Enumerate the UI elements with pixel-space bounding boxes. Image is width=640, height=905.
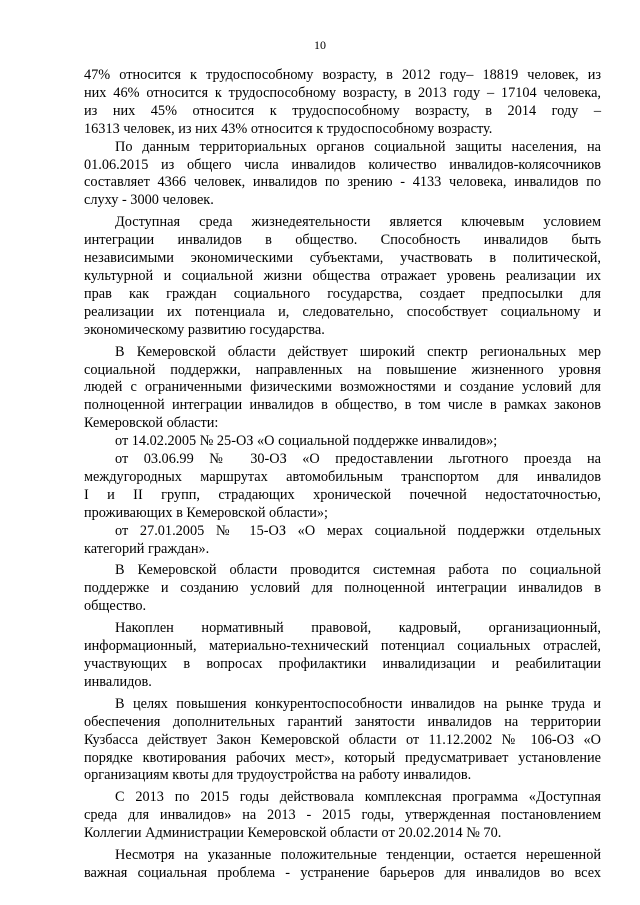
text-line: них 46% относится к трудоспособному возрасту, в 2013 году – 17104 человека, bbox=[84, 84, 601, 101]
paragraph-regional-support bbox=[84, 344, 601, 434]
text-line: реализации их потенциала и, следовательно, способствует социальному и bbox=[84, 303, 601, 320]
document-body bbox=[84, 67, 601, 883]
text-line: независимыми экономическими субъектами, участвовать в политической, bbox=[84, 250, 601, 267]
text-line: важная социальная проблема - устранение барьеров для инвалидов во всех bbox=[84, 864, 601, 881]
text-line: По данным территориальных органов социальной защиты населения, на bbox=[115, 138, 601, 155]
text-line: Кузбасса действует Закон Кемеровской области от 11.12.2002 № 106-ОЗ «О bbox=[84, 731, 601, 748]
text-line: информационный, материально-технический потенциал социальных отраслей, bbox=[84, 638, 601, 655]
text-line: В Кемеровской области действует широкий спектр региональных мер bbox=[115, 343, 601, 360]
paragraph-employment-quota bbox=[84, 696, 601, 786]
paragraph-law-30-oz bbox=[84, 451, 601, 523]
text-line: категорий граждан». bbox=[84, 540, 210, 557]
paragraph-disability-categories bbox=[84, 139, 601, 211]
text-line: Кемеровской области: bbox=[84, 415, 219, 432]
text-line: 01.06.2015 из общего числа инвалидов количество инвалидов-колясочников bbox=[84, 156, 601, 173]
text-line: В Кемеровской области проводится системная работа по социальной bbox=[115, 562, 601, 579]
text-line: С 2013 по 2015 годы действовала комплексная программа «Доступная bbox=[115, 789, 601, 806]
text-line: 16313 человек, из них 43% относится к трудоспособному возрасту. bbox=[84, 120, 493, 137]
text-line: составляет 4366 человек, инвалидов по зрению - 4133 человека, инвалидов по bbox=[84, 174, 601, 191]
text-line: участвующих в вопросах профилактики инвалидизации и реабилитации bbox=[84, 656, 601, 672]
text-line: Коллегии Администрации Кемеровской области от 20.02.2014 № 70. bbox=[84, 825, 502, 842]
paragraph-accessible-environment bbox=[84, 214, 601, 339]
text-line: Накоплен нормативный правовой, кадровый, организационный, bbox=[115, 620, 601, 637]
text-line: инвалидов. bbox=[84, 673, 152, 690]
text-line: людей с ограниченными физическими возможностями и создание условий для bbox=[84, 379, 601, 396]
text-line: порядке квотирования рабочих мест», который предусматривает установление bbox=[84, 749, 601, 766]
text-line: прав как граждан социального государства, создает предпосылки для bbox=[84, 285, 601, 302]
paragraph-law-25-oz bbox=[84, 433, 601, 451]
text-line: слуху - 3000 человек. bbox=[84, 192, 214, 209]
text-line: поддержке и созданию условий для полноценной интеграции инвалидов в bbox=[84, 580, 601, 597]
page-number: 10 bbox=[314, 38, 326, 52]
text-line: социальной поддержки, направленных на повышение жизненного уровня bbox=[84, 361, 601, 378]
paragraph-law-15-oz bbox=[84, 523, 601, 559]
text-line: от 03.06.99 № 30-ОЗ «О предоставлении льготного проезда на bbox=[115, 451, 601, 468]
paragraph-statistics-continued bbox=[84, 67, 601, 139]
text-line: I и II групп, страдающих хронической почечной недостаточностью, bbox=[84, 486, 601, 503]
text-line: Несмотря на указанные положительные тенденции, остается нерешенной bbox=[115, 847, 601, 864]
text-line: от 27.01.2005 № 15-ОЗ «О мерах социальной поддержки отдельных bbox=[115, 522, 601, 539]
text-line: культурной и социальной жизни общества отражает уровень реализации их bbox=[84, 267, 601, 284]
text-line: Доступная среда жизнедеятельности является ключевым условием bbox=[115, 214, 601, 231]
text-line: обеспечения дополнительных гарантий занятости инвалидов на территории bbox=[84, 713, 601, 730]
text-line: полноценной интеграции инвалидов в общество, в том числе в рамках законов bbox=[84, 397, 601, 414]
paragraph-accumulated-potential bbox=[84, 620, 601, 692]
text-line: от 14.02.2005 № 25-ОЗ «О социальной поддержке инвалидов»; bbox=[115, 433, 498, 450]
text-line: междугородных маршрутах автомобильным транспортом для инвалидов bbox=[84, 468, 601, 485]
text-line: 47% относится к трудоспособному возрасту, в 2012 году– 18819 человек, из bbox=[84, 67, 601, 83]
paragraph-remaining-problem bbox=[84, 847, 601, 883]
text-line: интеграции инвалидов в общество. Способность инвалидов быть bbox=[84, 232, 601, 249]
text-line: В целях повышения конкурентоспособности инвалидов на рынке труда и bbox=[115, 695, 601, 712]
text-line: проживающих в Кемеровской области»; bbox=[84, 504, 328, 521]
text-line: из них 45% относится к трудоспособному возрасту, в 2014 году – bbox=[84, 102, 601, 119]
text-line: организациям квоты для трудоустройства на работу инвалидов. bbox=[84, 767, 472, 784]
text-line: среда для инвалидов» на 2013 - 2015 годы, утвержденная постановлением bbox=[84, 807, 601, 824]
text-line: общество. bbox=[84, 598, 147, 615]
paragraph-systematic-work bbox=[84, 562, 601, 616]
paragraph-accessible-program bbox=[84, 789, 601, 843]
text-line: экономическому развитию государства. bbox=[84, 321, 325, 338]
